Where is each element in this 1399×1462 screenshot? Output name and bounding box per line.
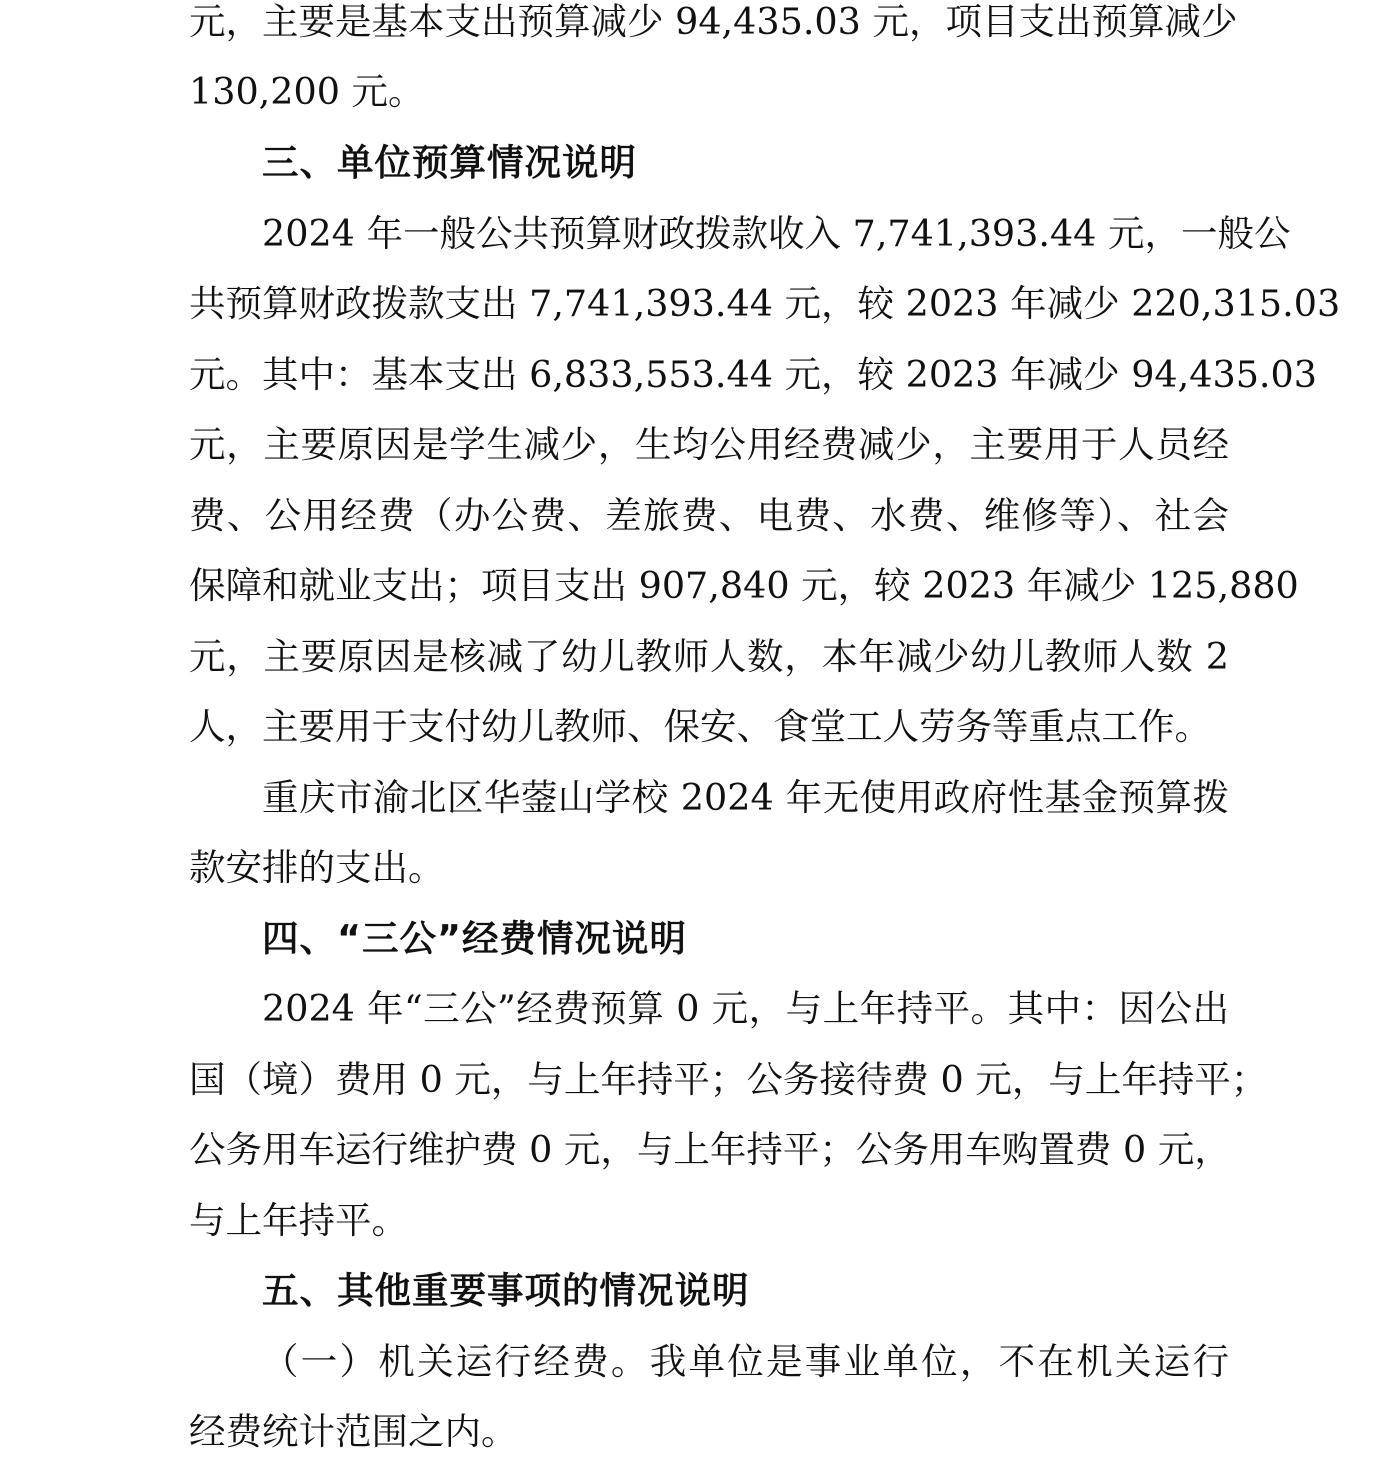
text-line-20: （一）机关运行经费。我单位是事业单位，不在机关运行 [262, 1340, 1229, 1383]
text-line-21: 经费统计范围之内。 [189, 1410, 518, 1453]
text-line-1: 元，主要是基本支出预算减少 94,435.03 元，项目支出预算减少 [189, 0, 1238, 43]
section-heading-3: 三、单位预算情况说明 [262, 141, 637, 184]
text-line-17: 公务用车运行维护费 0 元，与上年持平；公务用车购置费 0 元， [189, 1128, 1231, 1171]
text-line-12: 重庆市渝北区华蓥山学校 2024 年无使用政府性基金预算拨 [262, 776, 1229, 819]
text-line-18: 与上年持平。 [189, 1199, 408, 1242]
section-heading-4: 四、“三公”经费情况说明 [262, 917, 687, 960]
text-line-15: 2024 年“三公”经费预算 0 元，与上年持平。其中：因公出 [262, 987, 1229, 1030]
text-line-6: 元。其中：基本支出 6,833,553.44 元，较 2023 年减少 94,435.03 [189, 353, 1317, 396]
text-line-13: 款安排的支出。 [189, 846, 445, 889]
text-line-10: 元，主要原因是核减了幼儿教师人数，本年减少幼儿教师人数 2 [189, 635, 1229, 678]
text-line-2: 130,200 元。 [189, 70, 425, 113]
section-heading-5: 五、其他重要事项的情况说明 [262, 1269, 750, 1312]
text-line-9: 保障和就业支出；项目支出 907,840 元，较 2023 年减少 125,880 [189, 564, 1299, 607]
text-line-16: 国（境）费用 0 元，与上年持平；公务接待费 0 元，与上年持平； [189, 1058, 1268, 1101]
text-line-8: 费、公用经费（办公费、差旅费、电费、水费、维修等）、社会 [189, 494, 1229, 537]
text-line-5: 共预算财政拨款支出 7,741,393.44 元，较 2023 年减少 220,315.03 [189, 282, 1341, 325]
text-line-11: 人，主要用于支付幼儿教师、保安、食堂工人劳务等重点工作。 [189, 705, 1211, 748]
text-line-7: 元，主要原因是学生减少，生均公用经费减少，主要用于人员经 [189, 423, 1229, 466]
text-line-4: 2024 年一般公共预算财政拨款收入 7,741,393.44 元，一般公 [262, 212, 1291, 255]
